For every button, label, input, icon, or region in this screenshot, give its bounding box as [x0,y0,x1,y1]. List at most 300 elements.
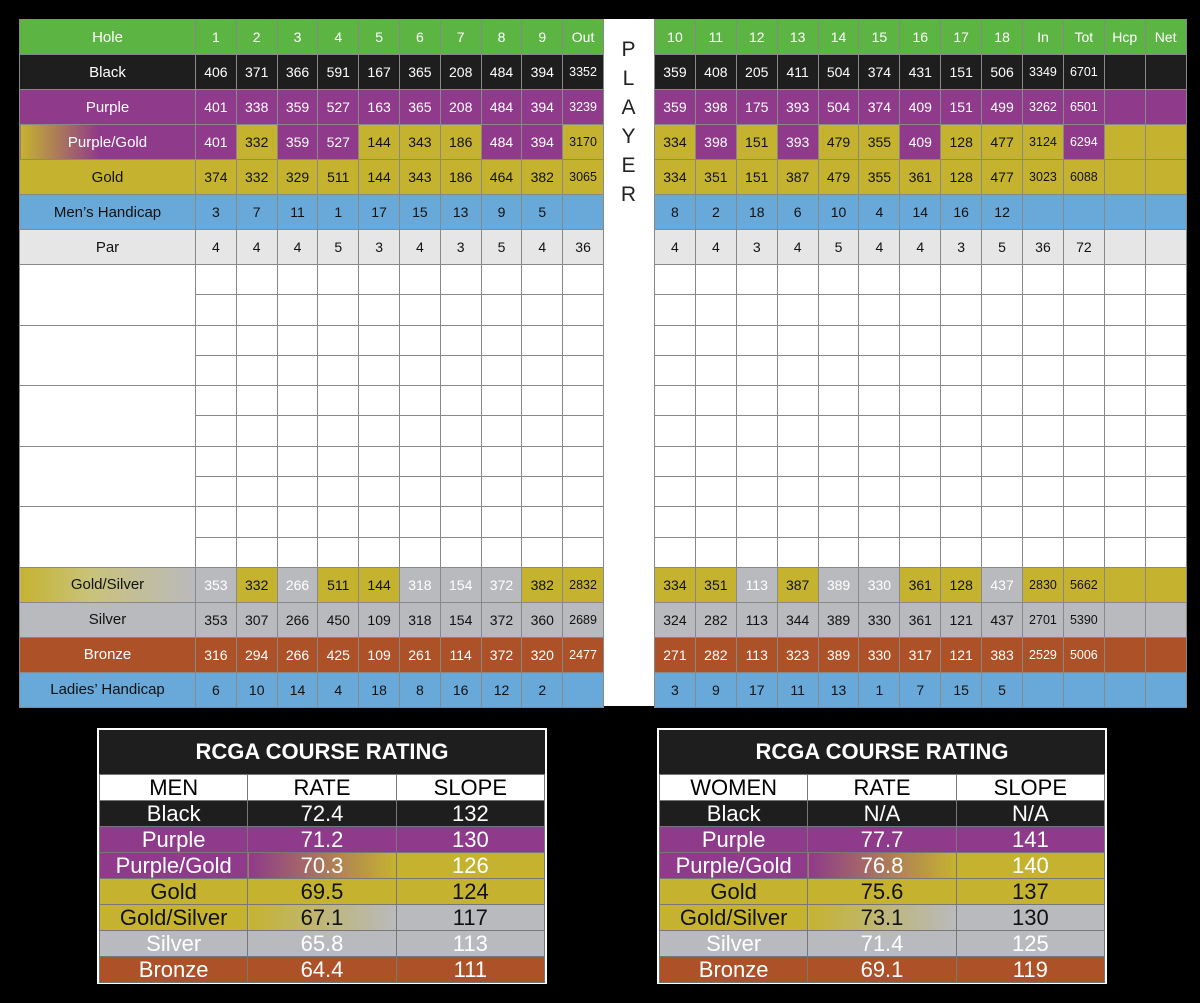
score-entry-cell[interactable] [736,355,777,385]
yardage-cell: 8 [655,195,696,230]
score-entry-cell[interactable] [655,265,696,295]
score-entry-cell[interactable] [196,355,237,385]
score-entry-cell[interactable] [440,386,481,416]
score-entry-cell[interactable] [399,507,440,537]
score-entry-cell[interactable] [941,295,982,325]
score-entry-cell[interactable] [277,325,318,355]
score-entry-cell[interactable] [399,446,440,476]
score-entry-cell[interactable] [359,446,400,476]
score-entry-cell[interactable] [359,295,400,325]
score-entry-cell[interactable] [859,416,900,446]
score-entry-cell[interactable] [695,386,736,416]
score-entry-cell[interactable] [818,477,859,507]
score-entry-cell[interactable] [941,507,982,537]
score-entry-cell[interactable] [777,446,818,476]
score-entry-cell[interactable] [695,537,736,567]
score-entry-cell[interactable] [655,446,696,476]
score-entry-cell[interactable] [440,295,481,325]
score-entry-cell[interactable] [196,537,237,567]
score-entry-cell[interactable] [655,507,696,537]
score-entry-cell[interactable] [1104,295,1145,325]
score-entry-cell[interactable] [1023,416,1064,446]
score-entry-cell[interactable] [359,325,400,355]
score-entry-cell[interactable] [1145,325,1186,355]
score-entry-cell[interactable] [1023,507,1064,537]
score-entry-cell[interactable] [859,265,900,295]
yardage-cell: 17 [736,672,777,707]
score-entry-cell[interactable] [982,507,1023,537]
score-entry-cell[interactable] [1145,477,1186,507]
score-entry-cell[interactable] [655,325,696,355]
score-entry-cell[interactable] [359,477,400,507]
slope-value: 124 [396,879,544,905]
score-entry-cell[interactable] [818,265,859,295]
player-name-cell[interactable] [20,446,196,507]
score-entry-cell[interactable] [859,507,900,537]
score-entry-cell[interactable] [1063,416,1104,446]
score-entry-cell[interactable] [695,507,736,537]
yardage-cell: 12 [481,672,522,707]
score-entry-cell[interactable] [982,477,1023,507]
score-entry-cell[interactable] [982,537,1023,567]
score-entry-cell[interactable] [1023,446,1064,476]
score-entry-cell[interactable] [859,537,900,567]
score-entry-cell[interactable] [941,446,982,476]
score-entry-cell[interactable] [941,537,982,567]
score-entry-cell[interactable] [440,325,481,355]
score-entry-cell[interactable] [236,537,277,567]
score-entry-cell[interactable] [522,325,563,355]
score-entry-cell[interactable] [318,325,359,355]
rating-title: RCGA COURSE RATING [99,730,545,774]
score-entry-cell[interactable] [277,477,318,507]
score-entry-cell[interactable] [563,537,604,567]
score-entry-cell[interactable] [941,355,982,385]
score-entry-cell[interactable] [196,325,237,355]
score-entry-cell[interactable] [655,295,696,325]
score-entry-cell[interactable] [1063,325,1104,355]
yardage-cell: 3065 [563,160,604,195]
yardage-cell: 3 [941,230,982,265]
score-entry-cell[interactable] [1145,507,1186,537]
score-entry-cell[interactable] [440,507,481,537]
yardage-cell: 1 [318,195,359,230]
score-entry-cell[interactable] [236,507,277,537]
score-entry-cell[interactable] [481,537,522,567]
score-entry-cell[interactable] [1104,507,1145,537]
score-entry-cell[interactable] [440,416,481,446]
score-entry-cell[interactable] [359,355,400,385]
score-entry-cell[interactable] [318,386,359,416]
score-entry-cell[interactable] [563,295,604,325]
score-entry-cell[interactable] [236,477,277,507]
score-entry-cell[interactable] [277,416,318,446]
score-entry-cell[interactable] [563,507,604,537]
yardage-cell: 128 [941,125,982,160]
score-entry-cell[interactable] [1023,295,1064,325]
yardage-cell: 343 [399,125,440,160]
score-entry-cell[interactable] [318,265,359,295]
yardage-cell: 4 [196,230,237,265]
score-entry-cell[interactable] [440,265,481,295]
yardage-cell: 5 [982,672,1023,707]
score-entry-cell[interactable] [1023,325,1064,355]
score-entry-cell[interactable] [982,416,1023,446]
rating-tee-name: Black [660,801,808,827]
score-entry-cell[interactable] [399,416,440,446]
score-entry-cell[interactable] [941,265,982,295]
score-entry-cell[interactable] [481,446,522,476]
score-entry-cell[interactable] [736,386,777,416]
score-entry-cell[interactable] [196,386,237,416]
score-entry-cell[interactable] [236,355,277,385]
score-entry-cell[interactable] [399,265,440,295]
score-entry-cell[interactable] [1063,446,1104,476]
score-entry-cell[interactable] [318,537,359,567]
score-entry-cell[interactable] [399,537,440,567]
score-entry-cell[interactable] [1145,265,1186,295]
yardage-cell [1145,160,1186,195]
score-entry-cell[interactable] [777,355,818,385]
tee-row-gold-silver [655,567,1187,602]
yardage-cell: 394 [522,55,563,90]
yardage-cell: 387 [777,567,818,602]
score-entry-cell[interactable] [736,537,777,567]
score-entry-cell[interactable] [1104,355,1145,385]
score-entry-cell[interactable] [859,386,900,416]
score-entry-cell[interactable] [522,446,563,476]
yardage-cell: 401 [196,90,237,125]
yardage-cell: 9 [481,195,522,230]
score-entry-cell[interactable] [736,477,777,507]
score-entry-cell[interactable] [900,477,941,507]
score-entry-cell[interactable] [196,265,237,295]
score-entry-cell[interactable] [196,446,237,476]
score-entry-cell[interactable] [982,386,1023,416]
score-entry-cell[interactable] [818,386,859,416]
player-name-cell[interactable] [20,325,196,386]
score-entry-cell[interactable] [481,295,522,325]
score-entry-cell[interactable] [1104,265,1145,295]
score-entry-cell[interactable] [522,355,563,385]
score-entry-cell[interactable] [1063,265,1104,295]
score-entry-cell[interactable] [859,355,900,385]
score-entry-cell[interactable] [900,416,941,446]
score-entry-cell[interactable] [196,416,237,446]
score-entry-cell[interactable] [318,477,359,507]
yardage-cell: 411 [777,55,818,90]
score-entry-cell[interactable] [522,507,563,537]
score-entry-cell[interactable] [481,477,522,507]
yardage-cell: 36 [1023,230,1064,265]
yardage-cell: 484 [481,55,522,90]
score-entry-cell[interactable] [277,295,318,325]
score-entry-cell[interactable] [277,537,318,567]
score-entry-cell[interactable] [236,446,277,476]
yardage-cell: 5390 [1063,602,1104,637]
rating-tee-name: Gold [100,879,248,905]
score-entry-cell[interactable] [695,416,736,446]
score-entry-cell[interactable] [941,477,982,507]
score-entry-cell[interactable] [522,386,563,416]
score-entry-cell[interactable] [1145,295,1186,325]
score-entry-cell[interactable] [859,446,900,476]
score-entry-cell[interactable] [859,325,900,355]
score-entry-cell[interactable] [859,295,900,325]
score-entry-cell[interactable] [736,446,777,476]
score-entry-cell[interactable] [982,355,1023,385]
yardage-cell: 2529 [1023,637,1064,672]
yardage-cell: 6701 [1063,55,1104,90]
score-entry-cell[interactable] [359,537,400,567]
score-entry-cell[interactable] [1063,355,1104,385]
score-entry-cell[interactable] [818,446,859,476]
score-entry-cell[interactable] [1104,446,1145,476]
player-name-cell[interactable] [20,265,196,326]
yardage-cell: 355 [859,125,900,160]
yardage-cell: 109 [359,602,400,637]
player-name-cell[interactable] [20,507,196,568]
yardage-cell: 359 [277,125,318,160]
hole-header-cell: 5 [359,20,400,55]
score-entry-cell[interactable] [440,477,481,507]
score-entry-cell[interactable] [982,446,1023,476]
yardage-cell: 13 [818,672,859,707]
score-entry-cell[interactable] [196,295,237,325]
score-entry-cell[interactable] [1104,325,1145,355]
yardage-cell: 4 [522,230,563,265]
score-entry-cell[interactable] [736,295,777,325]
score-entry-cell[interactable] [941,416,982,446]
score-entry-cell[interactable] [736,507,777,537]
score-entry-cell[interactable] [277,446,318,476]
score-entry-cell[interactable] [440,537,481,567]
score-entry-cell[interactable] [522,295,563,325]
score-entry-cell[interactable] [399,295,440,325]
score-entry-cell[interactable] [1063,537,1104,567]
yardage-cell: 406 [196,55,237,90]
yardage-cell: 9 [695,672,736,707]
score-entry-cell[interactable] [1104,386,1145,416]
row-label: Bronze [20,637,196,672]
score-entry-cell[interactable] [1023,537,1064,567]
score-entry-cell[interactable] [563,446,604,476]
score-entry-cell[interactable] [318,446,359,476]
yardage-cell: 318 [399,602,440,637]
score-entry-cell[interactable] [318,355,359,385]
slope-value: 130 [956,905,1104,931]
score-entry-cell[interactable] [818,537,859,567]
score-entry-cell[interactable] [399,386,440,416]
hole-header-cell: 16 [900,20,941,55]
score-entry-cell[interactable] [359,265,400,295]
player-score-row [655,446,1187,476]
score-entry-cell[interactable] [900,386,941,416]
score-entry-cell[interactable] [1104,537,1145,567]
score-entry-cell[interactable] [736,416,777,446]
score-entry-cell[interactable] [900,325,941,355]
score-entry-cell[interactable] [1023,355,1064,385]
score-entry-cell[interactable] [563,386,604,416]
score-entry-cell[interactable] [1145,386,1186,416]
yardage-cell: 484 [481,125,522,160]
score-entry-cell[interactable] [563,265,604,295]
score-entry-cell[interactable] [522,416,563,446]
score-entry-cell[interactable] [1063,295,1104,325]
yardage-cell [1145,125,1186,160]
score-entry-cell[interactable] [522,537,563,567]
score-entry-cell[interactable] [777,507,818,537]
score-entry-cell[interactable] [859,477,900,507]
score-entry-cell[interactable] [736,325,777,355]
score-entry-cell[interactable] [522,265,563,295]
rating-tee-name: Bronze [660,957,808,983]
yardage-cell: 324 [655,602,696,637]
yardage-cell: 323 [777,637,818,672]
score-entry-cell[interactable] [318,295,359,325]
score-entry-cell[interactable] [318,507,359,537]
score-entry-cell[interactable] [818,416,859,446]
score-entry-cell[interactable] [1145,537,1186,567]
score-entry-cell[interactable] [359,386,400,416]
yardage-cell: 361 [900,567,941,602]
score-entry-cell[interactable] [1145,355,1186,385]
score-entry-cell[interactable] [399,355,440,385]
score-entry-cell[interactable] [399,477,440,507]
score-entry-cell[interactable] [563,325,604,355]
score-entry-cell[interactable] [1145,446,1186,476]
score-entry-cell[interactable] [563,416,604,446]
hole-header-cell: 13 [777,20,818,55]
rating-row [100,853,545,879]
score-entry-cell[interactable] [359,507,400,537]
yardage-cell: 6 [777,195,818,230]
score-entry-cell[interactable] [359,416,400,446]
score-entry-cell[interactable] [440,355,481,385]
score-entry-cell[interactable] [481,386,522,416]
score-entry-cell[interactable] [655,386,696,416]
score-entry-cell[interactable] [777,265,818,295]
player-name-cell[interactable] [20,386,196,447]
player-score-row [20,507,604,537]
score-entry-cell[interactable] [563,477,604,507]
score-entry-cell[interactable] [695,325,736,355]
score-entry-cell[interactable] [900,446,941,476]
score-entry-cell[interactable] [900,537,941,567]
score-entry-cell[interactable] [481,355,522,385]
score-entry-cell[interactable] [695,265,736,295]
score-entry-cell[interactable] [277,265,318,295]
score-entry-cell[interactable] [982,295,1023,325]
score-entry-cell[interactable] [1023,386,1064,416]
score-entry-cell[interactable] [777,386,818,416]
score-entry-cell[interactable] [655,355,696,385]
score-entry-cell[interactable] [818,295,859,325]
score-entry-cell[interactable] [777,537,818,567]
score-entry-cell[interactable] [900,265,941,295]
score-entry-cell[interactable] [982,325,1023,355]
score-entry-cell[interactable] [196,477,237,507]
yardage-cell: 186 [440,160,481,195]
yardage-cell [1104,230,1145,265]
score-entry-cell[interactable] [399,325,440,355]
score-entry-cell[interactable] [900,507,941,537]
score-entry-cell[interactable] [1063,507,1104,537]
score-entry-cell[interactable] [481,507,522,537]
score-entry-cell[interactable] [196,507,237,537]
yardage-cell: 266 [277,567,318,602]
score-entry-cell[interactable] [818,325,859,355]
score-entry-cell[interactable] [982,265,1023,295]
score-entry-cell[interactable] [1063,477,1104,507]
yardage-cell: 3 [736,230,777,265]
rating-tee-name: Bronze [100,957,248,983]
men-rating-table [99,774,545,983]
score-entry-cell[interactable] [736,265,777,295]
yardage-cell: 330 [859,602,900,637]
score-entry-cell[interactable] [695,477,736,507]
player-letter: E [621,154,636,177]
score-entry-cell[interactable] [481,325,522,355]
score-entry-cell[interactable] [440,446,481,476]
score-entry-cell[interactable] [695,295,736,325]
score-entry-cell[interactable] [277,507,318,537]
score-entry-cell[interactable] [695,355,736,385]
score-entry-cell[interactable] [236,265,277,295]
score-entry-cell[interactable] [563,355,604,385]
rating-header-cell: RATE [248,775,396,801]
score-entry-cell[interactable] [655,416,696,446]
score-entry-cell[interactable] [481,416,522,446]
score-entry-cell[interactable] [277,355,318,385]
score-entry-cell[interactable] [1104,477,1145,507]
score-entry-cell[interactable] [941,386,982,416]
score-entry-cell[interactable] [1063,386,1104,416]
score-entry-cell[interactable] [777,295,818,325]
score-entry-cell[interactable] [522,477,563,507]
score-entry-cell[interactable] [236,325,277,355]
score-entry-cell[interactable] [695,446,736,476]
player-score-row [655,386,1187,416]
score-entry-cell[interactable] [818,355,859,385]
score-entry-cell[interactable] [277,386,318,416]
score-entry-cell[interactable] [1145,416,1186,446]
score-entry-cell[interactable] [1023,477,1064,507]
score-entry-cell[interactable] [1023,265,1064,295]
score-entry-cell[interactable] [777,416,818,446]
score-entry-cell[interactable] [236,295,277,325]
score-entry-cell[interactable] [655,477,696,507]
tee-row-black [655,55,1187,90]
score-entry-cell[interactable] [318,416,359,446]
yardage-cell: 121 [941,602,982,637]
score-entry-cell[interactable] [777,325,818,355]
score-entry-cell[interactable] [481,265,522,295]
score-entry-cell[interactable] [900,295,941,325]
score-entry-cell[interactable] [1104,416,1145,446]
score-entry-cell[interactable] [900,355,941,385]
score-entry-cell[interactable] [236,416,277,446]
tee-row-silver [655,602,1187,637]
score-entry-cell[interactable] [941,325,982,355]
yardage-cell: 353 [196,602,237,637]
score-entry-cell[interactable] [777,477,818,507]
score-entry-cell[interactable] [818,507,859,537]
yardage-cell: 527 [318,125,359,160]
score-entry-cell[interactable] [655,537,696,567]
rating-header-row [660,775,1105,801]
score-entry-cell[interactable] [236,386,277,416]
